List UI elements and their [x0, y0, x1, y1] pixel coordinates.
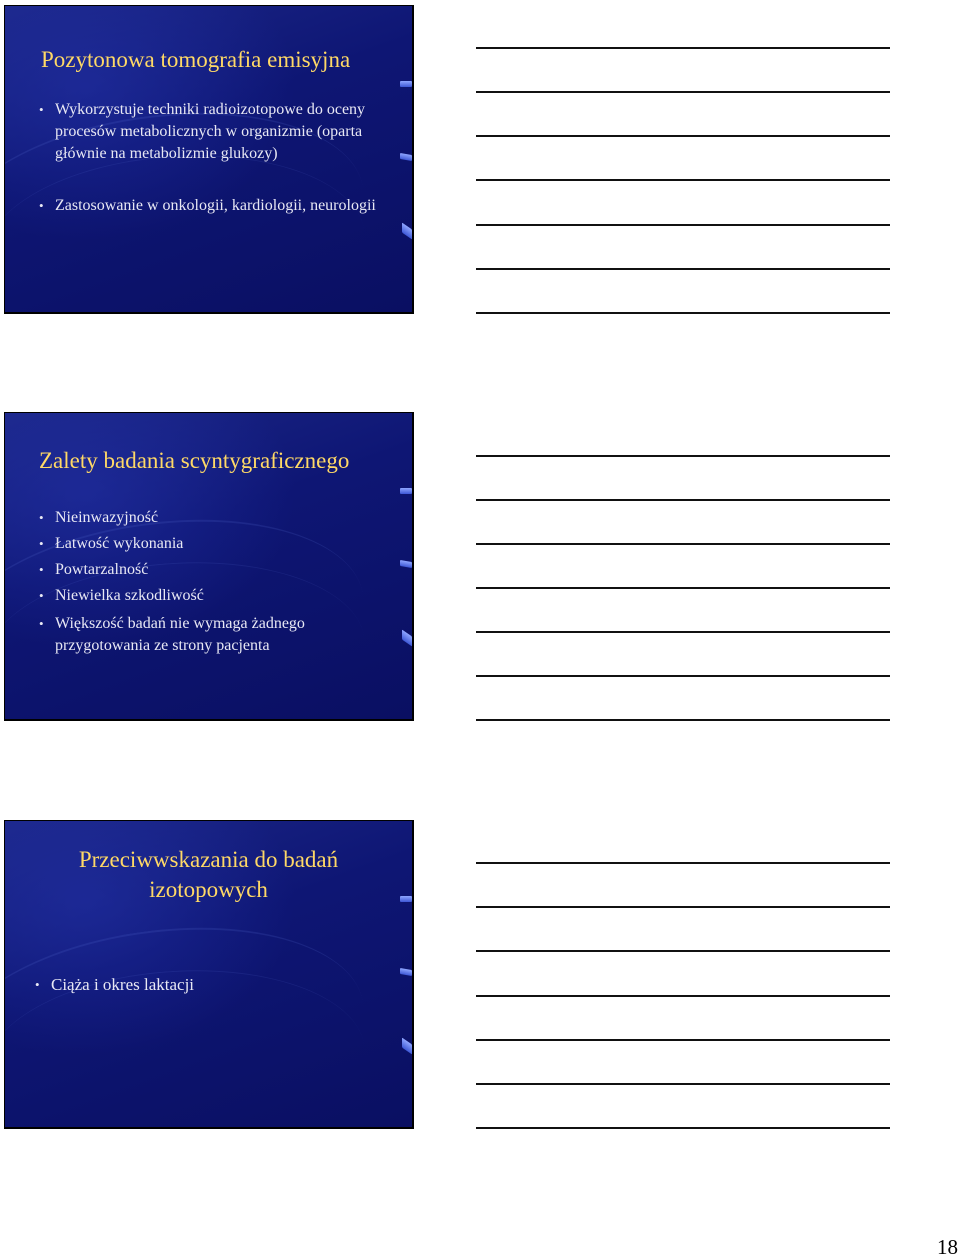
- bullet-list: [5, 505, 398, 657]
- notes-line: [476, 719, 890, 721]
- notes-line: [476, 587, 890, 589]
- slide-decoration: [400, 488, 412, 494]
- notes-line: [476, 543, 890, 545]
- slide-decoration: [400, 81, 412, 87]
- slide-decoration: [402, 629, 412, 646]
- notes-line: [476, 675, 890, 677]
- slide-decoration: [400, 968, 412, 976]
- notes-line: [476, 91, 890, 93]
- slide-decoration: [402, 1037, 412, 1054]
- bullet-item: • Zastosowanie w onkologii, kardiologii, neurologii: [5, 195, 398, 217]
- notes-line: [476, 499, 890, 501]
- slide-decoration: [400, 560, 412, 568]
- notes-line: [476, 47, 890, 49]
- slide-title: Przeciwwskazania do badań izotopowych: [78, 847, 339, 902]
- slide-decoration: [400, 153, 412, 161]
- notes-line: [476, 135, 890, 137]
- notes-line: [476, 1127, 890, 1129]
- slide-3: [4, 820, 414, 1129]
- slide-title: Pozytonowa tomografia emisyjna: [41, 47, 351, 72]
- notes-line: [476, 995, 890, 997]
- notes-line: [476, 1039, 890, 1041]
- notes-line: [476, 906, 890, 908]
- notes-line: [476, 631, 890, 633]
- slide-title: Zalety badania scyntygraficznego: [39, 448, 350, 473]
- bullet-list: [5, 974, 398, 996]
- bullet-item: • Ciąża i okres laktacji: [5, 974, 398, 996]
- bullet-item: • Łatwość wykonania: [5, 531, 398, 557]
- slide-decoration: [402, 222, 412, 239]
- bullet-item: • Powtarzalność: [5, 557, 398, 583]
- slide-1: [4, 5, 414, 314]
- notes-line: [476, 179, 890, 181]
- bullet-list: [5, 99, 398, 217]
- notes-line: [476, 862, 890, 864]
- page-number: 18: [937, 1235, 958, 1259]
- slide-2: [4, 412, 414, 721]
- notes-line: [476, 1083, 890, 1085]
- bullet-item: • Niewielka szkodliwość: [5, 583, 398, 609]
- bullet-item: • Większość badań nie wymaga żadnego przygotowania ze strony pacjenta: [5, 613, 398, 657]
- notes-line: [476, 224, 890, 226]
- notes-line: [476, 950, 890, 952]
- bullet-item: • Wykorzystuje techniki radioizotopowe do oceny procesów metabolicznych w organizmie (oparta głównie na metabolizmie glukozy): [5, 99, 398, 165]
- notes-line: [476, 455, 890, 457]
- notes-line: [476, 312, 890, 314]
- notes-line: [476, 268, 890, 270]
- bullet-item: • Nieinwazyjność: [5, 505, 398, 531]
